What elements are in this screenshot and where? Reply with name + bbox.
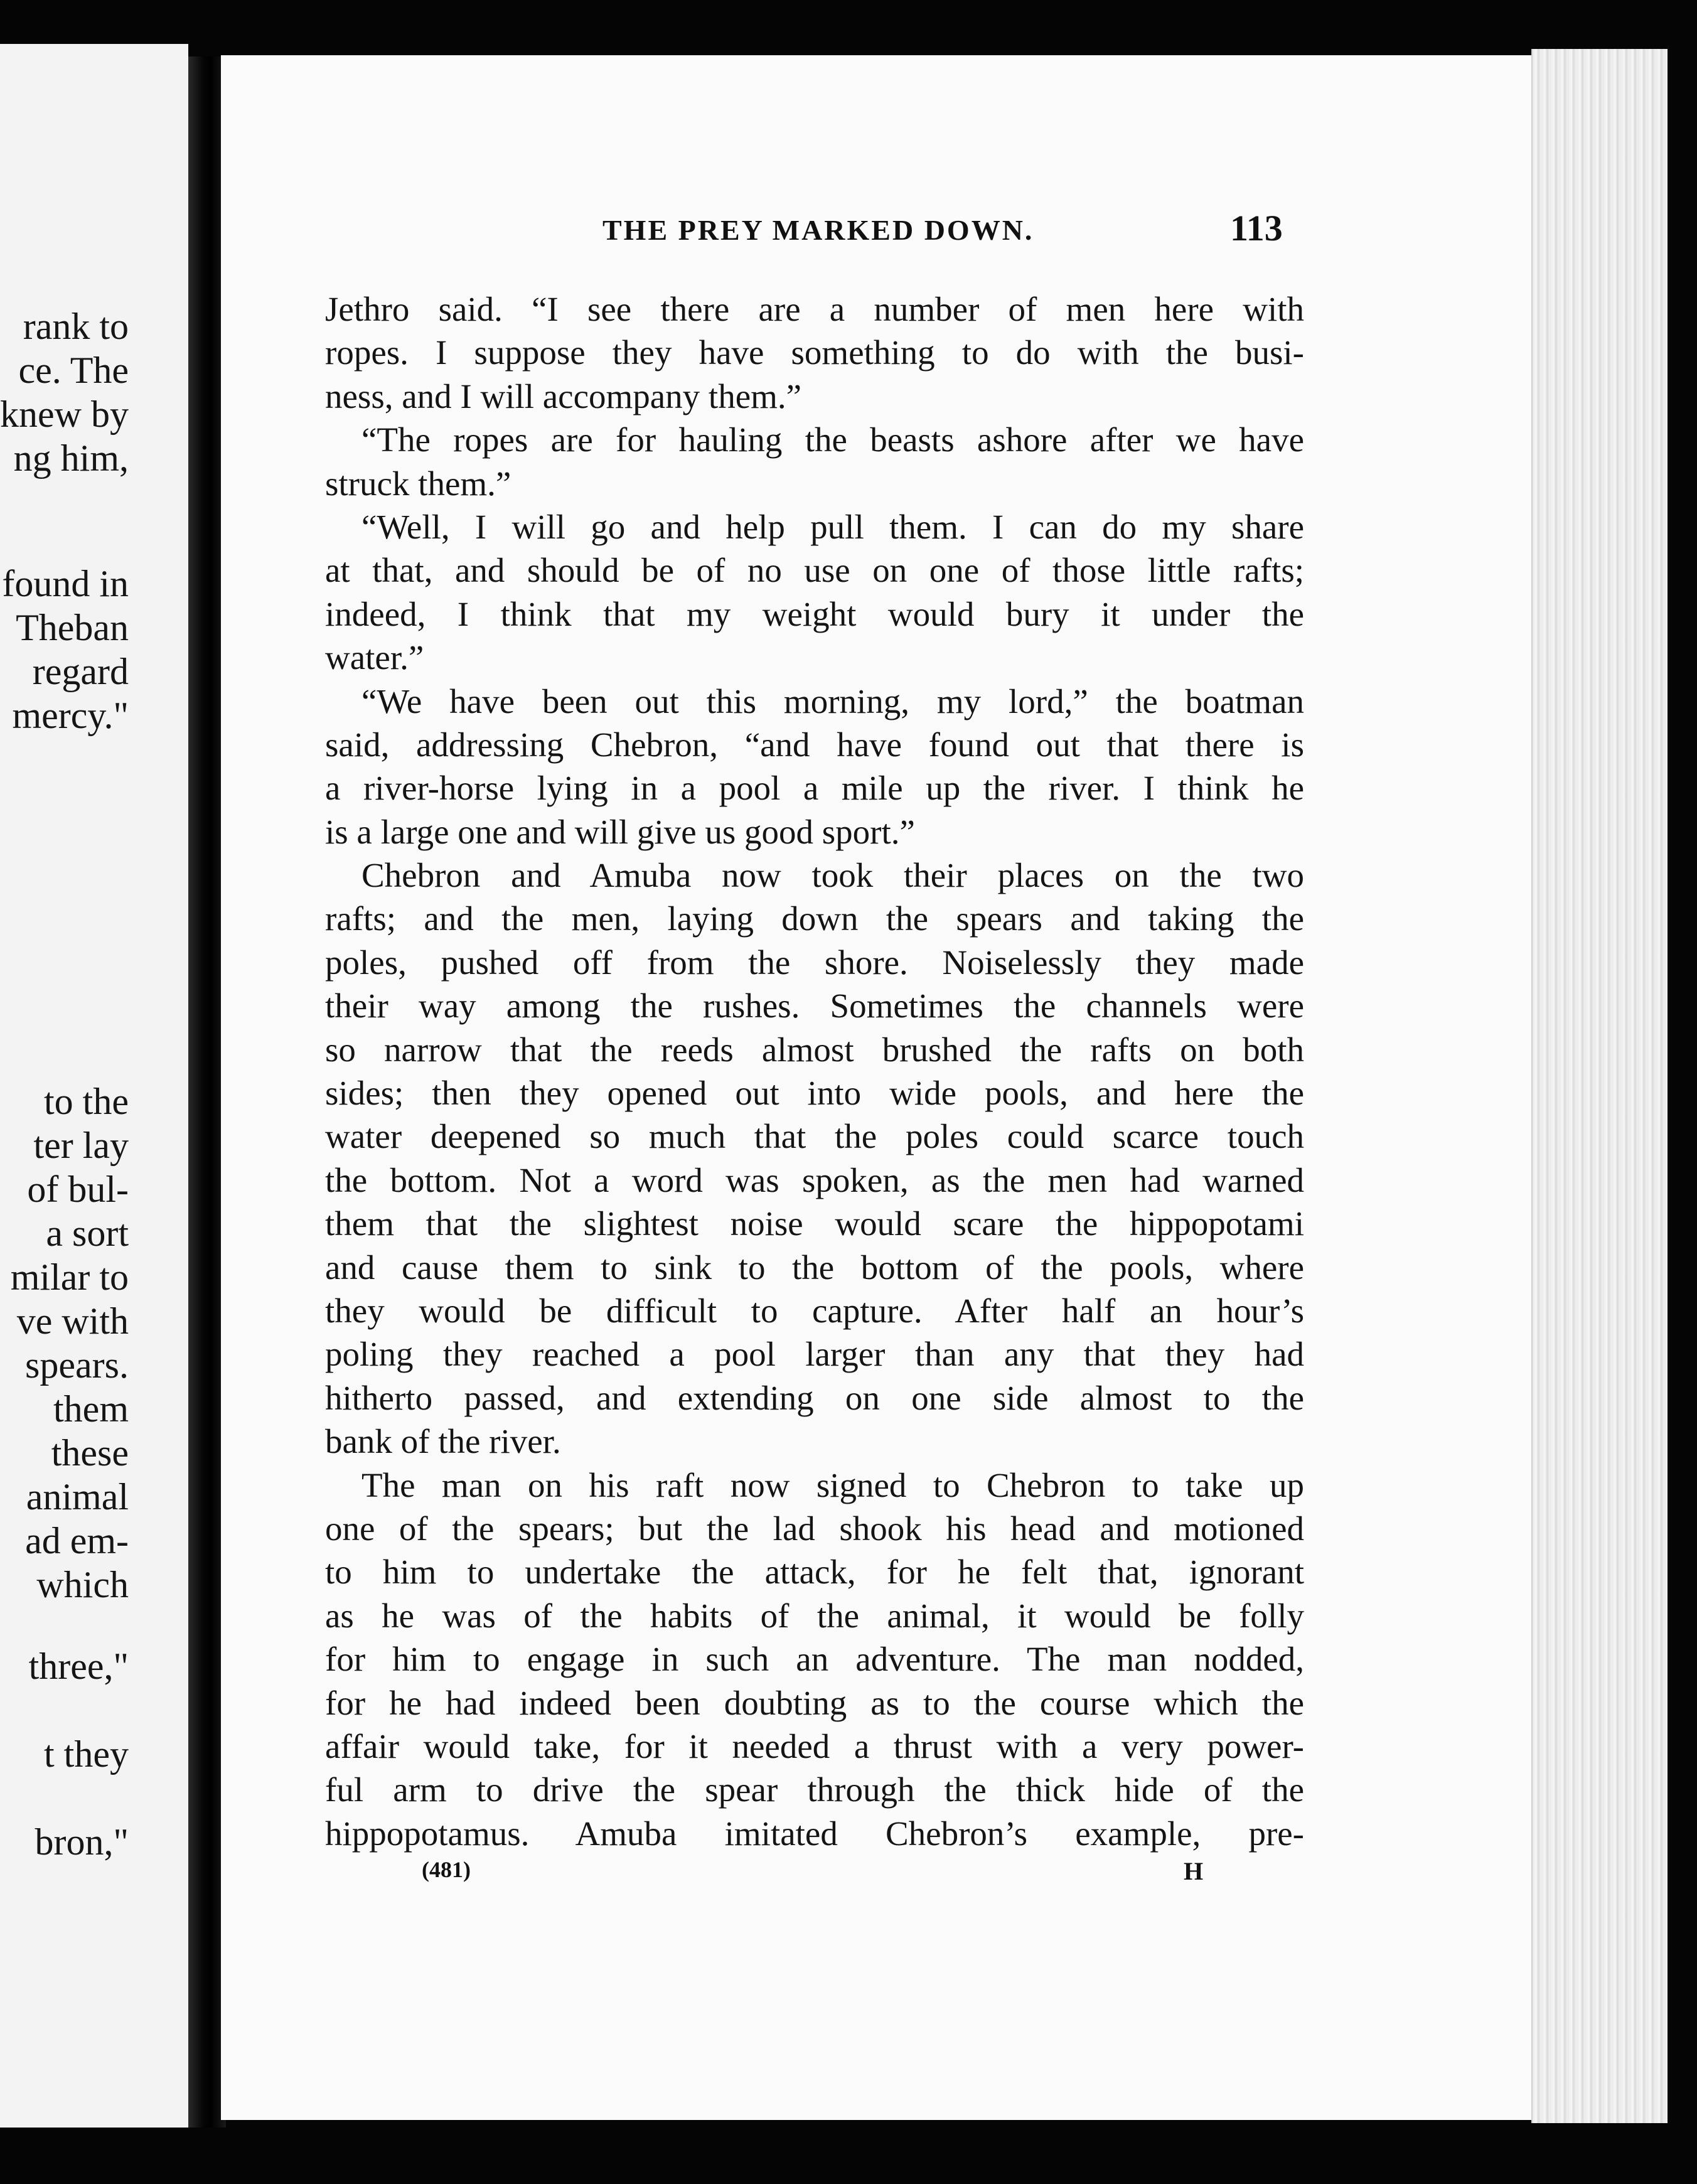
facing-page-line: three," <box>28 1646 129 1687</box>
facing-page-line: ng him, <box>13 437 129 479</box>
facing-page-line: a sort <box>46 1212 129 1254</box>
gathering-mark: H <box>1184 1857 1204 1885</box>
text-line: for he had indeed been doubting as to the course which the <box>325 1683 1304 1722</box>
facing-page-line: bron," <box>35 1821 129 1863</box>
facing-page-line: animal <box>26 1476 129 1518</box>
facing-page-line: rank to <box>23 306 129 347</box>
text-line: ful arm to drive the spear through the thick hide of the <box>325 1770 1304 1809</box>
body-text <box>325 287 1304 1855</box>
signature-mark: (481) <box>422 1857 471 1882</box>
facing-page-line: ad em- <box>25 1520 129 1561</box>
text-line: struck them.” <box>325 464 511 503</box>
text-line: a river-horse lying in a pool a mile up the river. I think he <box>325 769 1304 808</box>
text-line: hippopotamus. Amuba imitated Chebron’s example, pre- <box>325 1814 1304 1853</box>
text-line: The man on his raft now signed to Chebron to take up <box>361 1465 1304 1504</box>
text-line: sides; then they opened out into wide pools, and here the <box>325 1074 1304 1113</box>
text-line: hitherto passed, and extending on one side almost to the <box>325 1378 1304 1417</box>
text-line: ropes. I suppose they have something to do with the busi- <box>325 333 1304 372</box>
facing-page-line: t they <box>44 1733 129 1775</box>
text-line: “The ropes are for hauling the beasts ashore after we have <box>361 420 1304 459</box>
text-line: they would be difficult to capture. After half an hour’s <box>325 1291 1304 1330</box>
text-line: Chebron and Amuba now took their places on the two <box>361 856 1304 895</box>
text-line: “Well, I will go and help pull them. I can do my share <box>361 507 1304 546</box>
text-line: for him to engage in such an adventure. The man nodded, <box>325 1640 1304 1679</box>
text-line: as he was of the habits of the animal, it would be folly <box>325 1596 1304 1635</box>
facing-page-line: Theban <box>16 607 129 648</box>
text-line: at that, and should be of no use on one of those little rafts; <box>325 551 1304 590</box>
running-head: THE PREY MARKED DOWN. <box>602 214 1034 246</box>
facing-page-line: them <box>53 1388 129 1430</box>
text-line: one of the spears; but the lad shook his head and motioned <box>325 1509 1304 1548</box>
page-number: 113 <box>1230 208 1283 249</box>
text-line: “We have been out this morning, my lord,” the boatman <box>361 682 1304 720</box>
facing-page-line: to the <box>44 1081 129 1122</box>
text-line: is a large one and will give us good sport.” <box>325 812 915 851</box>
text-line: and cause them to sink to the bottom of the pools, where <box>325 1248 1304 1287</box>
text-line: indeed, I think that my weight would bury it under the <box>325 594 1304 633</box>
text-line: the bottom. Not a word was spoken, as the men had warned <box>325 1160 1304 1199</box>
text-line: ness, and I will accompany them.” <box>325 377 802 415</box>
text-line: so narrow that the reeds almost brushed the rafts on both <box>325 1030 1304 1069</box>
text-line: poling they reached a pool larger than any that they had <box>325 1335 1304 1374</box>
facing-page-line: ce. The <box>18 350 129 391</box>
text-line: Jethro said. “I see there are a number of men here with <box>325 290 1304 328</box>
facing-page-line: of bul- <box>27 1169 129 1210</box>
facing-page-line: regard <box>32 651 129 692</box>
page-edges <box>1531 49 1668 2123</box>
book-gutter <box>188 56 226 2128</box>
facing-page-line: which <box>36 1564 129 1605</box>
facing-page-line: ve with <box>16 1300 129 1342</box>
text-line: said, addressing Chebron, “and have found out that there is <box>325 725 1304 764</box>
facing-page-line: spears. <box>25 1344 129 1386</box>
text-line: them that the slightest noise would scare the hippopotami <box>325 1204 1304 1243</box>
facing-page-line: found in <box>2 563 129 604</box>
facing-page-line: ter lay <box>33 1125 129 1166</box>
text-line: bank of the river. <box>325 1422 561 1461</box>
facing-page-fragment <box>0 44 188 2128</box>
facing-page-line: these <box>51 1432 129 1474</box>
facing-page-line: knew by <box>0 393 129 435</box>
text-line: water.” <box>325 638 424 677</box>
facing-page-line: milar to <box>10 1256 129 1298</box>
text-line: affair would take, for it needed a thrust with a very power- <box>325 1726 1304 1765</box>
text-line: water deepened so much that the poles could scarce touch <box>325 1117 1304 1156</box>
facing-page-line: mercy." <box>12 695 129 736</box>
text-line: rafts; and the men, laying down the spears and taking the <box>325 899 1304 938</box>
text-line: poles, pushed off from the shore. Noiselessly they made <box>325 943 1304 982</box>
text-line: to him to undertake the attack, for he felt that, ignorant <box>325 1553 1304 1592</box>
text-line: their way among the rushes. Sometimes the channels were <box>325 987 1304 1025</box>
